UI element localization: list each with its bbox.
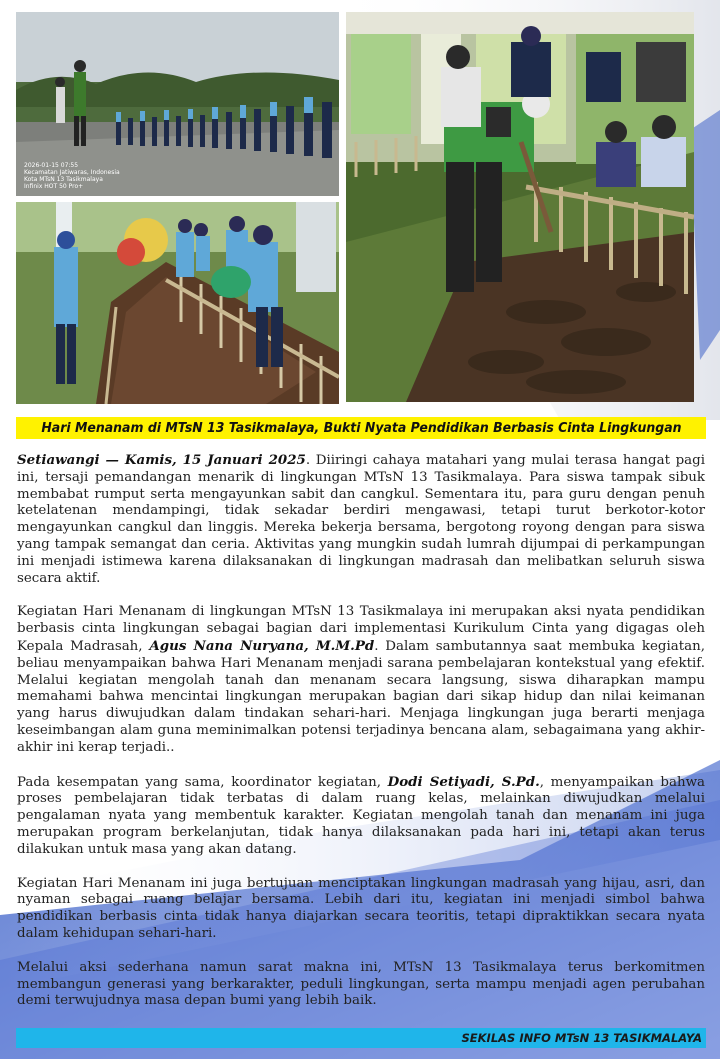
headline-title: Hari Menanam di MTsN 13 Tasikmalaya, Bukti Nyata Pendidikan Berbasis Cinta Lingkungan [40, 420, 682, 436]
footer-label: SEKILAS INFO MTsN 13 TASIKMALAYA [461, 1031, 702, 1045]
photo-assembly [16, 12, 339, 196]
footer-bar [16, 1028, 706, 1048]
paragraph-1: Setiawangi — Kamis, 15 Januari 2025. Diiringi cahaya matahari yang mulai terasa hangat pagi ini, tersaji pemandangan menarik di lingkungan MTsN 13 Tasikmalaya. Para siswa tampak sibuk membabat rumput serta mengayunkan sabit dan cangkul. Sementara itu, para guru dengan penuh ketelatenan mendampingi, tidak sekadar berdiri mengawasi, tetapi turut berkotor-kotor mengayunkan cangkul dan linggis. Mereka bekerja bersama, bergotong royong dengan para siswa yang tampak semangat dan ceria. Aktivitas yang mungkin sudah lumrah dijumpai di perkampungan ini menjadi istimewa karena dilaksanakan di lingkungan madrasah dan melibatkan seluruh siswa secara aktif. [17, 452, 705, 586]
paragraph-2: Kegiatan Hari Menanam di lingkungan MTsN 13 Tasikmalaya ini merupakan aksi nyata pendidikan berbasis cinta lingkungan sebagai bagian dari implementasi Kurikulum Cinta yang digagas oleh Kepala Madrasah, Agus Nana Nuryana, M.M.Pd. Dalam sambutannya saat membuka kegiatan, beliau menyampaikan bahwa Hari Menanam menjadi sarana pembelajaran kontekstual yang efektif. Melalui kegiatan mengolah tanah dan menanam secara langsung, siswa diharapkan mampu memahami bahwa mencintai lingkungan merupakan bagian dari sikap hidup dan nilai keimanan yang harus diwujudkan dalam tindakan sehari-hari. Menjaga lingkungan juga berarti menjaga keseimbangan alam guna meminimalkan potensi terjadinya bencana alam, sebagaimana yang akhir-akhir ini kerap terjadi.. [17, 604, 706, 755]
paragraph-5: Melalui aksi sederhana namun sarat makna ini, MTsN 13 Tasikmalaya terus berkomitmen membangun generasi yang berkarakter, peduli lingkungan, serta mampu menjadi agen perubahan demi terwujudnya masa depan bumi yang lebih baik. [17, 959, 705, 1009]
photo-students-garden [16, 202, 339, 404]
headline-bar [16, 417, 706, 439]
coordinator-name: Dodi Setiyadi, S.Pd. [387, 773, 540, 790]
paragraph-3: Pada kesempatan yang sama, koordinator kegiatan, Dodi Setiyadi, S.Pd., menyampaikan bahwa proses pembelajaran tidak terbatas di dalam ruang kelas, melainkan diwujudkan melalui pengalaman nyata yang membentuk karakter. Kegiatan mengolah tanah dan menanam ini juga merupakan program berkelanjutan, tidak hanya dilaksanakan pada hari ini, tetapi akan terus dilakukan untuk masa yang akan datang. [17, 773, 706, 857]
dateline: Setiawangi — Kamis, 15 Januari 2025 [17, 452, 306, 468]
paragraph-4: Kegiatan Hari Menanam ini juga bertujuan menciptakan lingkungan madrasah yang hijau, asri, dan nyaman sebagai ruang belajar bersama. Lebih dari itu, kegiatan ini menjadi simbol bahwa pendidikan berbasis cinta tidak hanya diajarkan secara teoritis, tetapi dipraktikkan secara nyata dalam kehidupan sehari-hari. [17, 875, 705, 941]
article-body [17, 452, 705, 1027]
photo-timestamp: 2026-01-15 07:55 Kecamatan Jatiwaras, Indonesia Kota MTsN 13 Tasikmalaya Infinix HOT 50 Pro+ [24, 162, 120, 190]
headmaster-name: Agus Nana Nuryana, M.M.Pd [149, 637, 375, 654]
photo-teacher-hoeing [346, 12, 694, 402]
